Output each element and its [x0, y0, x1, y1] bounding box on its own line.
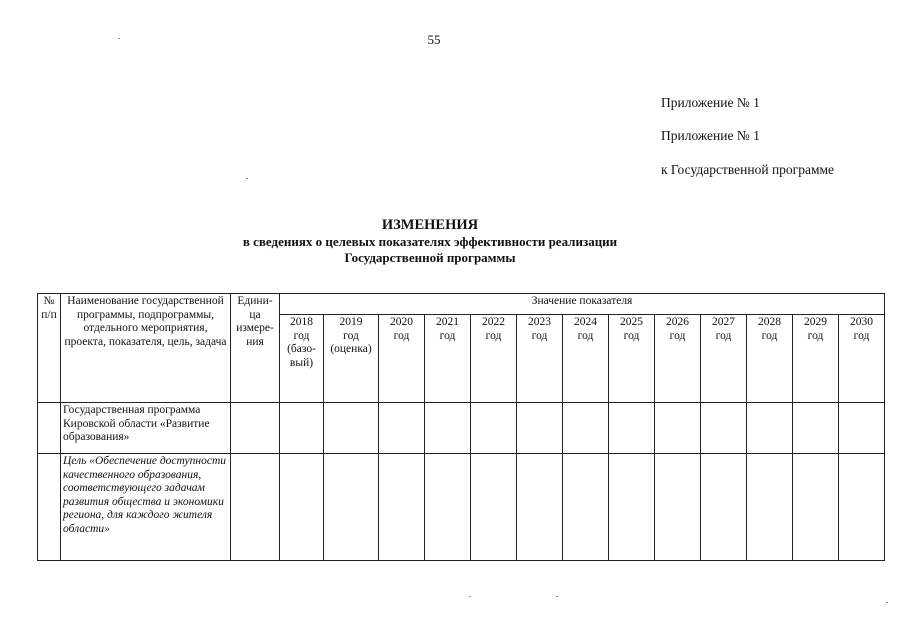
- header-year: 2028 год: [747, 315, 793, 403]
- appendix-line-1: Приложение № 1: [661, 95, 760, 110]
- value-cell: [609, 454, 655, 561]
- value-cell: [471, 403, 517, 454]
- header-year: 2023 год: [517, 315, 563, 403]
- header-year: 2025 год: [609, 315, 655, 403]
- header-year: 2024 год: [563, 315, 609, 403]
- header-year: 2018 год (базо- вый): [280, 315, 324, 403]
- header-num: № п/п: [38, 294, 61, 403]
- header-value-group: Значение показателя: [280, 294, 885, 315]
- title-line-3: Государственной программы: [344, 250, 516, 265]
- value-cell: [425, 454, 471, 561]
- value-cell: [747, 403, 793, 454]
- title-line-2: в сведениях о целевых показателях эффективности реализации: [242, 234, 618, 249]
- scan-speck: [556, 596, 558, 597]
- appendix-line-2: Приложение № 1: [661, 128, 760, 143]
- value-cell: [655, 403, 701, 454]
- value-cell: [747, 454, 793, 561]
- header-year: 2019 год (оценка): [324, 315, 379, 403]
- value-cell: [280, 403, 324, 454]
- scan-speck: [246, 178, 248, 179]
- header-year: 2029 год: [793, 315, 839, 403]
- value-cell: [563, 454, 609, 561]
- scan-speck: [469, 596, 471, 597]
- value-cell: [517, 403, 563, 454]
- value-cell: [280, 454, 324, 561]
- value-cell: [517, 454, 563, 561]
- value-cell: [839, 403, 885, 454]
- header-year: 2021 год: [425, 315, 471, 403]
- table-row: [38, 454, 885, 561]
- value-cell: [701, 454, 747, 561]
- row-unit: [231, 454, 280, 561]
- value-cell: [793, 403, 839, 454]
- scan-speck: [886, 602, 888, 603]
- value-cell: [379, 403, 425, 454]
- value-cell: [701, 403, 747, 454]
- indicators-table: [37, 293, 885, 561]
- row-name: Цель «Обеспечение доступности качественного образования, соответствующего задачам развития общества и экономики региона, для каждого жителя области»: [61, 454, 231, 561]
- value-cell: [425, 403, 471, 454]
- header-year: 2026 год: [655, 315, 701, 403]
- row-num: [38, 403, 61, 454]
- header-year: 2030 год: [839, 315, 885, 403]
- value-cell: [793, 454, 839, 561]
- row-name: Государственная программа Кировской области «Развитие образования»: [61, 403, 231, 454]
- value-cell: [655, 454, 701, 561]
- title-line-1: ИЗМЕНЕНИЯ: [381, 217, 479, 233]
- header-year: 2020 год: [379, 315, 425, 403]
- document-title: [0, 217, 860, 266]
- value-cell: [609, 403, 655, 454]
- row-num: [38, 454, 61, 561]
- value-cell: [563, 403, 609, 454]
- value-cell: [324, 454, 379, 561]
- header-year: 2027 год: [701, 315, 747, 403]
- page-number: 55: [427, 32, 441, 47]
- appendix-line-3: к Государственной программе: [661, 162, 835, 177]
- row-unit: [231, 403, 280, 454]
- header-unit: Едини- ца измере- ния: [231, 294, 280, 403]
- scan-speck: [118, 38, 120, 39]
- header-name: Наименование государственной программы, подпрограммы, отдельного мероприятия, проекта, показателя, цель, задача: [61, 294, 231, 403]
- value-cell: [839, 454, 885, 561]
- header-year: 2022 год: [471, 315, 517, 403]
- value-cell: [324, 403, 379, 454]
- table-row: [38, 403, 885, 454]
- value-cell: [379, 454, 425, 561]
- value-cell: [471, 454, 517, 561]
